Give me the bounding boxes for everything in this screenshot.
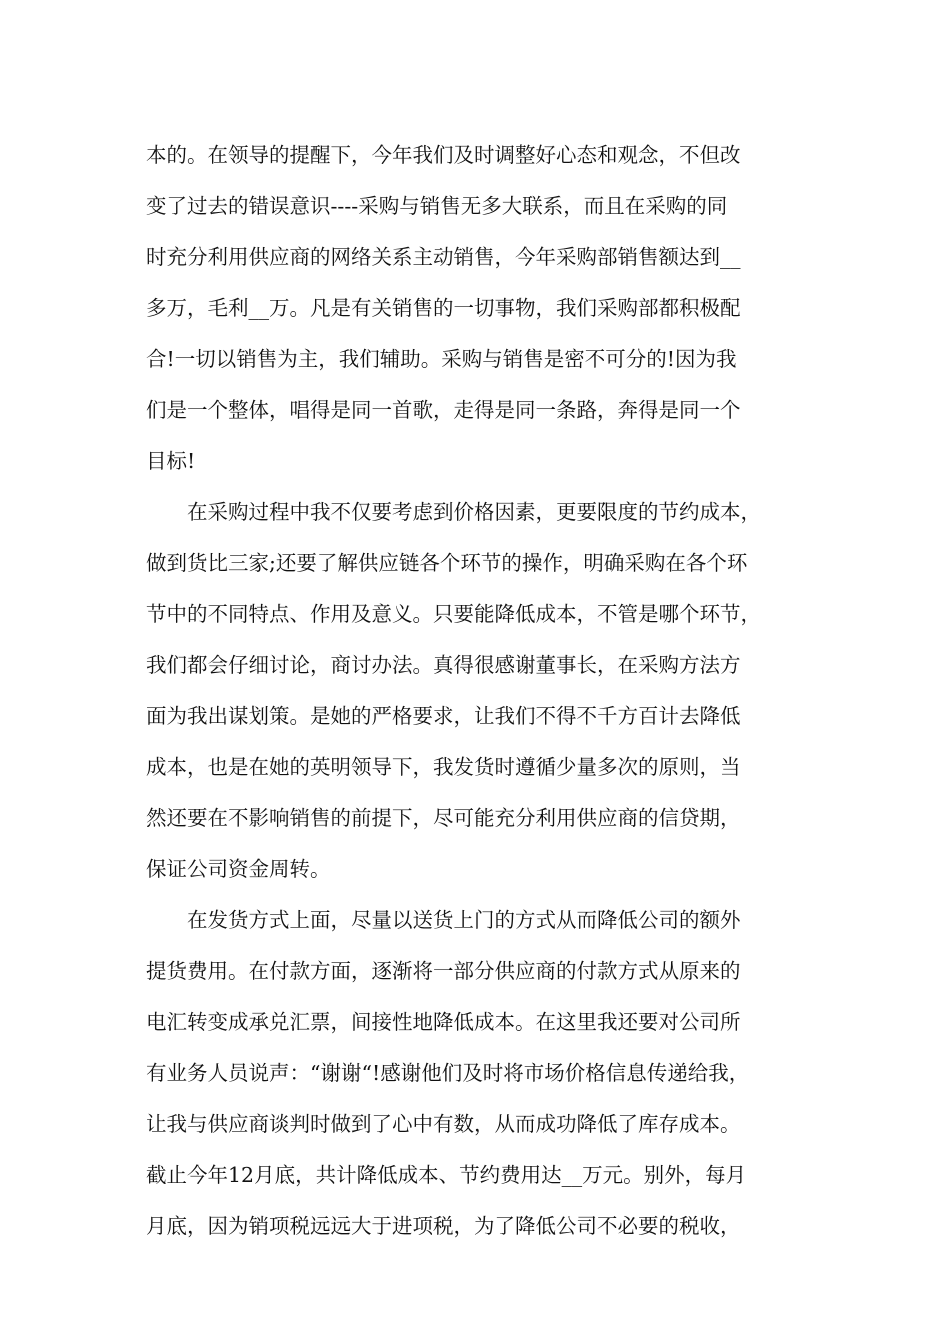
text-line: 保证公司资金周转。 — [146, 857, 331, 881]
text-line: 做到货比三家;还要了解供应链各个环节的操作，明确采购在各个环 — [146, 551, 748, 575]
text-line: 让我与供应商谈判时做到了心中有数，从而成功降低了库存成本。 — [146, 1112, 741, 1136]
text-line: 电汇转变成承兑汇票，间接性地降低成本。在这里我还要对公司所 — [146, 1010, 741, 1034]
text-line: 面为我出谋划策。是她的严格要求，让我们不得不千方百计去降低 — [146, 704, 741, 728]
text-line: 有业务人员说声：“谢谢“!感谢他们及时将市场价格信息传递给我， — [146, 1061, 750, 1085]
text-line: 合!一切以销售为主，我们辅助。采购与销售是密不可分的!因为我 — [146, 347, 737, 371]
text-line: 们是一个整体，唱得是同一首歌，走得是同一条路，奔得是同一个 — [146, 398, 741, 422]
body-text — [146, 130, 816, 1252]
text-line: 在采购过程中我不仅要考虑到价格因素，更要限度的节约成本， — [187, 500, 761, 524]
text-line: 截止今年12月底，共计降低成本、节约费用达__万元。别外，每月 — [146, 1163, 747, 1187]
text-line: 变了过去的错误意识----采购与销售无多大联系，而且在采购的同 — [146, 194, 728, 218]
text-line: 节中的不同特点、作用及意义。只要能降低成本，不管是哪个环节， — [146, 602, 761, 626]
text-line: 多万，毛利__万。凡是有关销售的一切事物，我们采购部都积极配 — [146, 296, 741, 320]
text-line: 成本，也是在她的英明领导下，我发货时遵循少量多次的原则，当 — [146, 755, 741, 779]
text-line: 在发货方式上面，尽量以送货上门的方式从而降低公司的额外 — [187, 908, 741, 932]
text-line: 提货费用。在付款方面，逐渐将一部分供应商的付款方式从原来的 — [146, 959, 741, 983]
text-line: 我们都会仔细讨论，商讨办法。真得很感谢董事长，在采购方法方 — [146, 653, 741, 677]
text-line: 然还要在不影响销售的前提下，尽可能充分利用供应商的信贷期， — [146, 806, 741, 830]
text-line: 月底，因为销项税远远大于进项税，为了降低公司不必要的税收， — [146, 1214, 741, 1238]
text-line: 本的。在领导的提醒下，今年我们及时调整好心态和观念，不但改 — [146, 143, 741, 167]
text-line: 时充分利用供应商的网络关系主动销售，今年采购部销售额达到__ — [146, 245, 741, 269]
text-line: 目标! — [146, 449, 196, 473]
